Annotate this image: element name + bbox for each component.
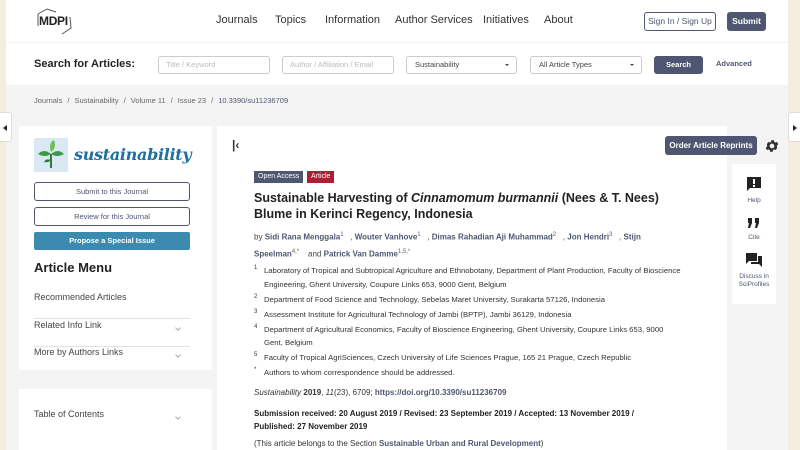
affiliation-item: 1 Laboratory of Tropical and Subtropical Agriculture and Ethnobotany, Department of Plant Production, Faculty of Bioscience Engineering, Ghent University, Coupure Links 653, 9000 Gent, Belgium bbox=[254, 265, 681, 289]
affiliation-item: * Authors to whom correspondence should be addressed. bbox=[254, 367, 455, 377]
collapse-sidebar-icon[interactable]: |‹ bbox=[232, 138, 240, 152]
breadcrumb-sustainability[interactable]: Sustainability bbox=[74, 96, 119, 105]
discuss-icon bbox=[745, 252, 763, 268]
nav-about[interactable]: About bbox=[544, 14, 573, 26]
review-for-journal-button[interactable]: Review for this Journal bbox=[34, 207, 190, 226]
search-label: Search for Articles: bbox=[34, 58, 136, 70]
help-icon bbox=[746, 176, 762, 192]
article-content bbox=[217, 126, 753, 450]
menu-item-label: More by Authors Links bbox=[34, 347, 124, 357]
doi-link[interactable]: https://doi.org/10.3390/su11236709 bbox=[374, 388, 507, 397]
article-tools-rail bbox=[732, 164, 776, 304]
article-type-select[interactable] bbox=[530, 56, 642, 74]
submit-button[interactable]: Submit bbox=[727, 12, 766, 31]
article-type-select-value: All Article Types bbox=[539, 60, 592, 69]
affiliation-item: 5 Faculty of Tropical AgriSciences, Czech University of Life Sciences Prague, 165 21 Prague, Czech Republic bbox=[254, 352, 632, 362]
title-keyword-input[interactable]: Title / Keyword bbox=[158, 56, 270, 74]
menu-related-info-link[interactable] bbox=[34, 320, 190, 347]
author-affiliation-input[interactable]: Author / Affiliation / Email bbox=[282, 56, 394, 74]
affiliations bbox=[254, 264, 684, 381]
menu-item-label: Related Info Link bbox=[34, 320, 102, 330]
breadcrumb-volume[interactable]: Volume 11 bbox=[130, 96, 166, 105]
breadcrumb: Journals / Sustainability / Volume 11 / Issue 23 / 10.3390/su11236709 bbox=[34, 96, 289, 105]
propose-special-issue-button[interactable]: Propose a Special Issue bbox=[34, 232, 190, 250]
journal-select-value: Sustainability bbox=[415, 60, 460, 69]
nav-topics[interactable]: Topics bbox=[275, 14, 307, 26]
logo-text: MDPI bbox=[39, 14, 68, 28]
article-type-badge: Article bbox=[307, 171, 334, 183]
section-line: (This article belongs to the Section Sustainable Urban and Rural Development) bbox=[254, 439, 544, 448]
affiliation-item: 2 Department of Food Science and Technology, Sebelas Maret University, Surakarta 57126, Indonesia bbox=[254, 293, 606, 304]
publication-dates: Submission received: 20 August 2019 / Revised: 23 September 2019 / Accepted: 13 November 2019 / Published: 27 November 2019 bbox=[254, 409, 635, 431]
author-link[interactable]: Sidi Rana Menggala bbox=[264, 232, 341, 242]
menu-table-of-contents[interactable] bbox=[34, 409, 190, 436]
citation-line: Sustainability 2019, 11(23), 6709; https://doi.org/10.3390/su11236709 bbox=[254, 388, 507, 397]
top-navbar bbox=[6, 0, 788, 42]
menu-item-label: Recommended Articles bbox=[34, 292, 127, 302]
toc-panel bbox=[19, 389, 212, 450]
author-link[interactable]: Stijn Speelman bbox=[254, 232, 641, 259]
search-bar bbox=[6, 42, 788, 85]
page bbox=[6, 0, 788, 450]
menu-more-by-authors[interactable] bbox=[34, 347, 190, 374]
article-title: Sustainable Harvesting of Cinnamomum burmannii (Nees & T. Nees) Blume in Kerinci Regency, Indonesia bbox=[254, 191, 659, 221]
breadcrumb-doi: 10.3390/su11236709 bbox=[218, 96, 289, 105]
author-link[interactable]: Patrick Van Damme bbox=[323, 249, 398, 259]
article-menu-title: Article Menu bbox=[34, 260, 113, 275]
journal-name[interactable]: sustainability bbox=[74, 145, 192, 164]
chevron-down-icon bbox=[175, 352, 181, 358]
chevron-down-icon bbox=[175, 414, 181, 420]
section-link[interactable]: Sustainable Urban and Rural Development bbox=[378, 439, 541, 448]
affiliation-item: 3 Assessment Institute for Agricultural Technology of Jambi (BPTP), Jambi 36129, Indonesia bbox=[254, 308, 572, 319]
order-reprints-button[interactable]: Order Article Reprints bbox=[665, 136, 757, 155]
quote-icon bbox=[747, 217, 761, 229]
nav-journals[interactable]: Journals bbox=[216, 14, 258, 26]
nav-initiatives[interactable]: Initiatives bbox=[483, 14, 529, 26]
cite-button[interactable]: Cite bbox=[732, 216, 776, 242]
author-link[interactable]: Dimas Rahadian Aji Muhammad bbox=[431, 232, 553, 242]
chevron-down-icon bbox=[175, 325, 181, 331]
plant-icon bbox=[34, 138, 68, 172]
journal-logo[interactable] bbox=[34, 138, 68, 172]
journal-select[interactable] bbox=[406, 56, 517, 74]
breadcrumb-journals[interactable]: Journals bbox=[34, 96, 63, 105]
affiliation-item: 4 Department of Agricultural Economics, Faculty of Bioscience Engineering, Ghent University, Coupure Links 653, 9000 Gent, Belgium bbox=[254, 323, 664, 347]
nav-information[interactable]: Information bbox=[325, 14, 381, 26]
left-panel-toggle[interactable] bbox=[0, 112, 12, 142]
search-button[interactable]: Search bbox=[654, 56, 703, 74]
journal-sidebar bbox=[19, 126, 212, 370]
sign-in-button[interactable]: Sign In / Sign Up bbox=[644, 12, 716, 31]
submit-to-journal-button[interactable]: Submit to this Journal bbox=[34, 182, 190, 201]
author-link[interactable]: Wouter Vanhove bbox=[354, 232, 418, 242]
advanced-search-link[interactable]: Advanced bbox=[716, 59, 752, 68]
menu-item-label: Table of Contents bbox=[34, 409, 105, 419]
dropdown-caret-icon bbox=[505, 64, 509, 66]
menu-recommended-articles[interactable] bbox=[34, 292, 190, 319]
open-access-badge: Open Access bbox=[254, 171, 303, 183]
breadcrumb-issue[interactable]: Issue 23 bbox=[177, 96, 207, 105]
dropdown-caret-icon bbox=[630, 64, 634, 66]
arrow-right-icon bbox=[793, 125, 797, 131]
arrow-left-icon bbox=[3, 125, 7, 131]
gear-icon[interactable] bbox=[764, 138, 780, 154]
right-panel-toggle[interactable] bbox=[788, 112, 800, 142]
mdpi-logo[interactable] bbox=[34, 8, 76, 35]
author-link[interactable]: Jon Hendri bbox=[567, 232, 610, 242]
discuss-sciprofiles-button[interactable]: Discuss in SciProfiles bbox=[732, 252, 776, 289]
help-button[interactable]: Help bbox=[732, 176, 776, 205]
author-list: by Sidi Rana Menggala$^1$ , Wouter Vanhove$^1$ , Dimas Rahadian Aji Muhammad$^2$ , Jon Hendri$^3$ , Stijn Speelman$^{4,*}$ and Patrick Van Damme$^{1,5,*}$ bbox=[254, 232, 641, 259]
nav-author-services[interactable]: Author Services bbox=[395, 14, 473, 26]
